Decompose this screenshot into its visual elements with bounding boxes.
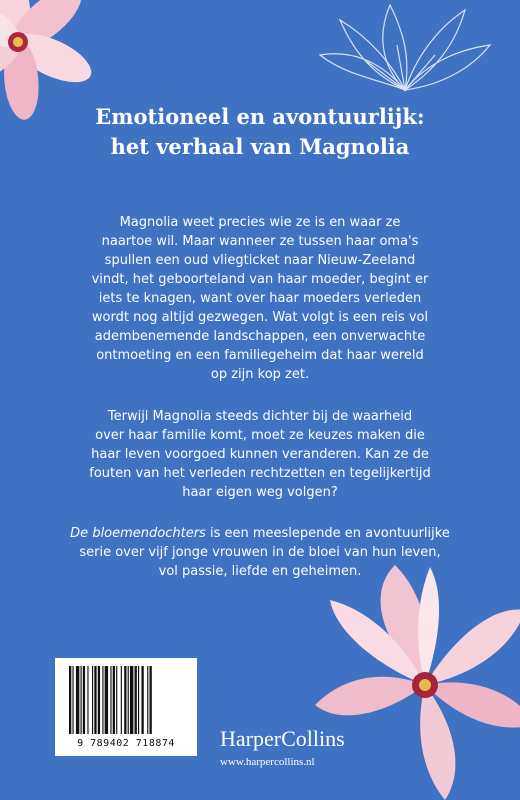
paragraph-line: haar eigen weg volgen? [182,485,338,500]
barcode-bar [121,666,122,734]
paragraph-line: haar leven voorgoed kunnen veranderen. Kan ze de [91,447,429,462]
heading-line-1: Emotioneel en avontuurlijk: [95,104,425,129]
heading-line-2: het verhaal van Magnolia [110,134,410,159]
barcode-bar [124,666,126,734]
barcode-bar [135,666,137,734]
barcode-bar [81,666,82,734]
isbn-number: 9 789402 718874 [77,738,175,749]
paragraph-line: fouten van het verleden rechtzetten en tegelijkertijd [89,466,431,481]
series-line-1-rest: is een meeslepende en avontuurlijke [205,526,450,541]
cover-heading [0,102,520,162]
paragraph-line: op zijn kop zet. [210,367,310,382]
series-title: De bloemendochters [70,526,206,541]
barcode-bar [128,666,129,734]
barcode-bar [113,666,115,734]
barcode-bar [130,666,133,734]
paragraph-line: Terwijl Magnolia steeds dichter bij de waarheid [107,409,413,424]
isbn-barcode [55,658,197,756]
paragraph-line: iets te knagen, want over haar moeders verleden [98,291,422,306]
barcode-bar [87,666,88,734]
publisher-website: www.harpercollins.nl [220,756,315,768]
barcode-bar [92,666,93,734]
paragraph-line: wordt nog altijd gezwegen. Wat volgt is een reis vol [91,310,429,325]
barcode-bar [72,666,73,734]
paragraph-line: spullen een oud vliegticket naar Nieuw-Zeeland [104,253,416,268]
barcode-bar [69,666,71,734]
barcode-bar [138,666,139,734]
barcode-bar [141,666,143,734]
barcode-bar [98,666,100,734]
barcode-bar [150,666,152,734]
paragraph-line: adembenemende landschappen, een onverwachte [94,329,426,344]
barcode-bar [147,666,148,734]
barcode-bar [94,666,96,734]
barcode-bar [110,666,111,734]
paragraph-line: vol passie, liefde en geheimen. [158,564,362,579]
barcode-bars [69,666,187,734]
blurb-paragraph-2 [62,407,458,502]
paragraph-line: serie over vijf jonge vrouwen in de bloei van hun leven, [79,545,441,560]
barcode-bar [76,666,79,734]
magnolia-outline-top-right [305,0,500,95]
series-paragraph [62,524,458,581]
paragraph-line: Magnolia weet precies wie ze is en waar ze [119,215,401,230]
paragraph-line: ontmoeting en een familiegeheim dat haar wereld [96,348,424,363]
barcode-bar [105,666,108,734]
barcode-bar [116,666,117,734]
paragraph-line: vindt, het geboorteland van haar moeder, begint er [91,272,429,287]
publisher-logo: HarperCollins [220,726,345,751]
paragraph-line: over haar familie komt, moet ze keuzes maken die [95,428,425,443]
barcode-bar [102,666,103,734]
paragraph-line [62,524,458,543]
barcode-bar [83,666,85,734]
paragraph-line: naartoe wil. Maar wanneer ze tussen haar oma's [101,234,419,249]
blurb-paragraph-1 [62,213,458,384]
